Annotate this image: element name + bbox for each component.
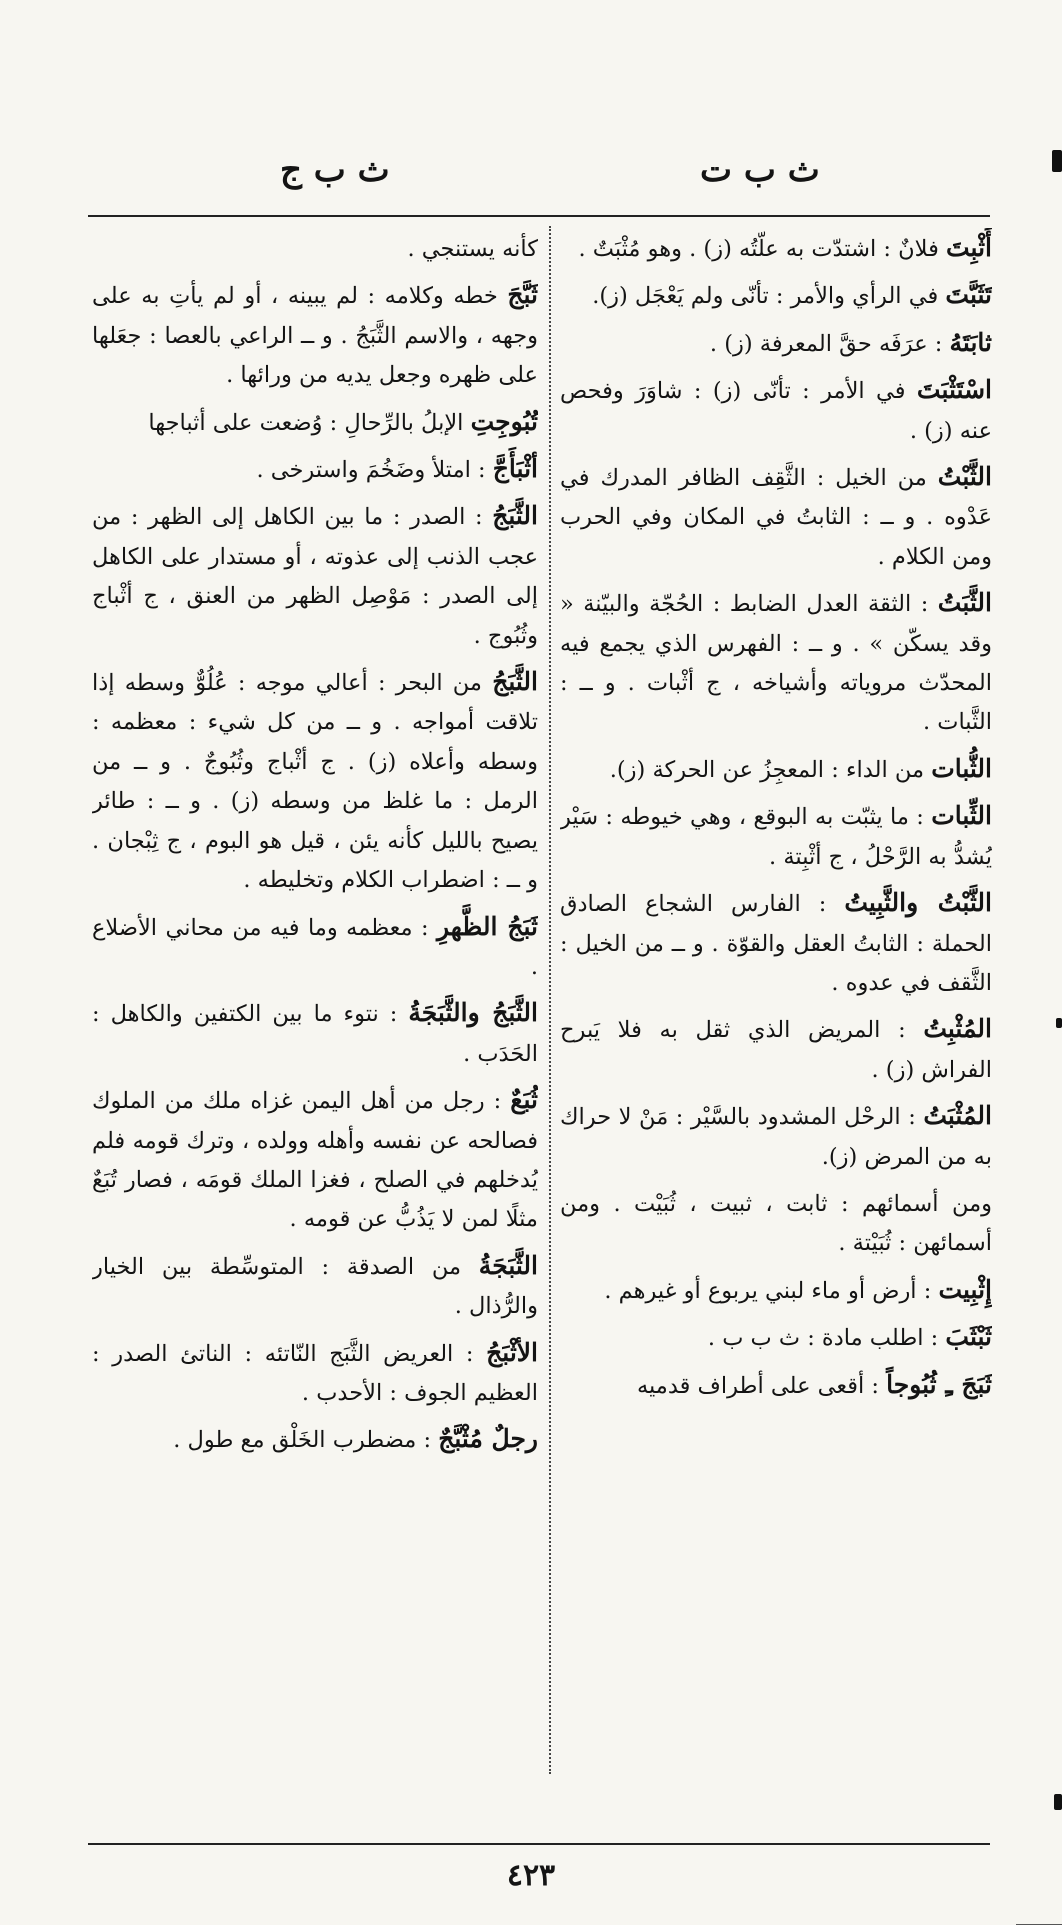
entry-headword: أثْبَأَجَّ — [492, 454, 538, 484]
entry — [560, 323, 992, 364]
entry-headword: تَثَبَّتَ — [945, 280, 992, 310]
right-column-root: ث ب ت — [700, 150, 820, 190]
entry — [560, 883, 992, 1003]
entry-headword: الثَّبَجُ والثَّبَجَةُ — [408, 998, 538, 1028]
footer-rule — [88, 1843, 990, 1845]
entry-headword: ثُبَعٌ — [510, 1085, 538, 1115]
left-column — [92, 228, 538, 1768]
entry — [560, 1317, 992, 1358]
entry-definition: : اطلب مادة : ث ب ب . — [707, 1325, 946, 1352]
entry-headword: الثِّبات — [931, 801, 992, 831]
entry-definition: : عرَفَه حقَّ المعرفة (ز) . — [709, 330, 950, 357]
entry-headword: إِثْبِيت — [938, 1274, 992, 1304]
entry-definition: : مضطرب الخَلْق مع طول . — [173, 1427, 439, 1454]
entry — [560, 1183, 992, 1264]
entry — [560, 796, 992, 877]
entry-headword: الثَّبْتُ — [937, 462, 992, 492]
scan-edge-mark — [1054, 1794, 1062, 1810]
entry — [560, 1009, 992, 1090]
entry-definition: : رجل من أهل اليمن غزاه ملك من الملوك فصالحه عن نفسه وأهله وولده ، وترك قومه فلم يُدخلهم في الصلح ، فغزا الملك قومَه ، فصار تُبَعٌ مثلًا لمن لا يَذُبُّ عن قومه . — [92, 1088, 538, 1233]
entry-headword: الثَّبَجُ — [492, 667, 538, 697]
entry-definition: : أرض أو ماء لبني يربوع أو غيرهم . — [604, 1277, 939, 1304]
entry — [92, 1419, 538, 1460]
entry — [560, 228, 992, 269]
entry — [560, 1270, 992, 1311]
entry-definition: من البحر : أعالي موجه : عُلُوٌّ وسطه إذا تلاقت أمواجه . و ــ من كل شيء : معظمه : وسطه وأعلاه (ز) . ج أثْباج وثُبُوجٌ . و ــ من الرمل : ما غلظ من وسطه (ز) . و ــ : طائر يصيح بالليل كأنه يئن ، قيل هو البوم ، ج ثِبْجان . و ــ : اضطراب الكلام وتخليطه . — [92, 670, 538, 894]
entry-definition: الإبلُ بالرِّحالِ : وُضعت على أثباجها — [148, 409, 471, 436]
entry-definition: في الأمر : تأنّى (ز) : شاوَرَ وفحص عنه (ز) . — [560, 378, 992, 444]
entry-headword: المُثْبَتُ — [923, 1101, 992, 1131]
entry — [92, 993, 538, 1074]
entry-headword: ثَبْثَبَ — [945, 1322, 992, 1352]
entry-definition: : الصدر : ما بين الكاهل إلى الظهر : من عجب الذنب إلى عذوته ، أو مستدار على الكاهل إلى الصدر : مَوْصِل الظهر من العنق ، ج أثْباج وثُبُوج . — [92, 504, 538, 649]
entry-definition: : معظمه وما فيه من محاني الأضلاع . — [92, 914, 538, 980]
page-header — [0, 150, 1062, 198]
entry-headword: ثابَتَهُ — [949, 327, 992, 357]
entry-headword: الثَّبْتُ والثَّبِيتُ — [844, 888, 992, 918]
entry-definition: من الداء : المعجِزُ عن الحركة (ز). — [609, 756, 932, 783]
entry-definition: : نتوء ما بين الكتفين والكاهل : الحَدَب . — [92, 1001, 538, 1067]
entry — [560, 1365, 992, 1406]
entry-definition: : الثقة العدل الضابط : الحُجّة والبيّنة « وقد يسكّن » . و ــ : الفهرس الذي يجمع فيه المحدّث مروياته وأشياخه ، ج أثْبات . و ــ : الثَّبات . — [560, 591, 992, 736]
entry-headword: الثَّبَجُ — [492, 501, 538, 531]
scan-edge-mark — [1052, 150, 1062, 172]
entry-headword: الثَّبَجَةُ — [478, 1250, 538, 1280]
entry-definition: : المريض الذي ثقل به فلا يَبرح الفراش (ز) . — [560, 1017, 992, 1083]
entry-headword: الثُّبات — [931, 753, 992, 783]
entry — [92, 907, 538, 988]
entry-definition: : ما يثبّت به البوقع ، وهي خيوطه : سَيْر يُشدُّ به الرَّحْلُ ، ج أثْبِتة . — [560, 804, 992, 870]
entry-headword: اسْتَثْبَتَ — [916, 375, 992, 405]
entry-definition: في الرأي والأمر : تأنّى ولم يَعْجَل (ز). — [592, 283, 946, 310]
left-column-root: ث ب ج — [280, 150, 390, 190]
entry-definition: فلانٌ : اشتدّت به علّتُه (ز) . وهو مُثْبَتٌ . — [578, 236, 946, 262]
entry — [560, 1096, 992, 1177]
entry-definition: من الخيل : الثَّقِف الظافر المدرك في عَدْوه . و ــ : الثابتُ في المكان وفي الحرب ومن الكلام . — [560, 465, 992, 570]
entry — [92, 1246, 538, 1327]
entry-headword: ثَبَجُ الظَّهرِ — [437, 911, 538, 941]
right-column — [560, 228, 992, 1768]
column-divider — [549, 226, 551, 1774]
entry — [92, 1080, 538, 1240]
entry — [92, 496, 538, 656]
entry-definition: خطه وكلامه : لم يبينه ، أو لم يأتِ به على وجهه ، والاسم الثَّبَجُ . و ــ الراعي بالعصا : جعَلها على ظهره وجعل يديه من ورائها . — [92, 283, 538, 389]
entry-definition: كأنه يستنجي . — [407, 236, 538, 262]
entry-definition: : أقعى على أطراف قدميه — [636, 1372, 887, 1399]
entry-headword: رجلٌ مُثْبَّجٌ — [438, 1424, 538, 1454]
scan-edge-mark — [1056, 1018, 1062, 1028]
entry — [92, 402, 538, 443]
entry — [92, 228, 538, 269]
entry — [92, 1333, 538, 1414]
entry-definition: : الفارس الشجاع الصادق الحملة : الثابتُ العقل والقوّة . و ــ من الخيل : الثَّقف في عدوه . — [560, 891, 992, 996]
page-number: ٤٢٣ — [506, 1858, 556, 1893]
entry-headword: الثَّبَتُ — [937, 588, 992, 618]
entry-headword: تُبُوجِتِ — [470, 406, 538, 436]
entry-definition: : العريض الثَّبَج النّاتئه : الناتئ الصدر : العظيم الجوف : الأحدب . — [92, 1340, 538, 1406]
entry — [560, 275, 992, 316]
entry-definition: ومن أسمائهم : ثابت ، ثبيت ، ثُبَيْت . ومن أسمائهن : ثُبَيْتة . — [560, 1190, 992, 1257]
entry-headword: المُثْبِتُ — [923, 1014, 992, 1044]
entry — [560, 583, 992, 743]
entry-headword: ثَبَجَ ـِ ثُبُوجاً — [886, 1369, 992, 1399]
entry — [92, 449, 538, 490]
entry-definition: : الرحْل المشدود بالسَّيْر : مَنْ لا حراك به من المرض (ز). — [560, 1104, 992, 1170]
entry — [560, 370, 992, 451]
entry-headword: أَثْبِتَ — [946, 233, 992, 262]
entry — [92, 662, 538, 900]
entry-headword: الأثْبَجُ — [486, 1337, 538, 1367]
entry — [92, 275, 538, 395]
entry-definition: : امتلأ وضَخُمَ واسترخى . — [256, 457, 493, 484]
entry-headword: ثَبَّجَ — [507, 280, 538, 310]
entry-definition: من الصدقة : المتوسِّطة بين الخيار والرُّذال . — [92, 1253, 538, 1320]
entry — [560, 749, 992, 790]
header-rule — [88, 215, 990, 217]
entry — [560, 457, 992, 577]
